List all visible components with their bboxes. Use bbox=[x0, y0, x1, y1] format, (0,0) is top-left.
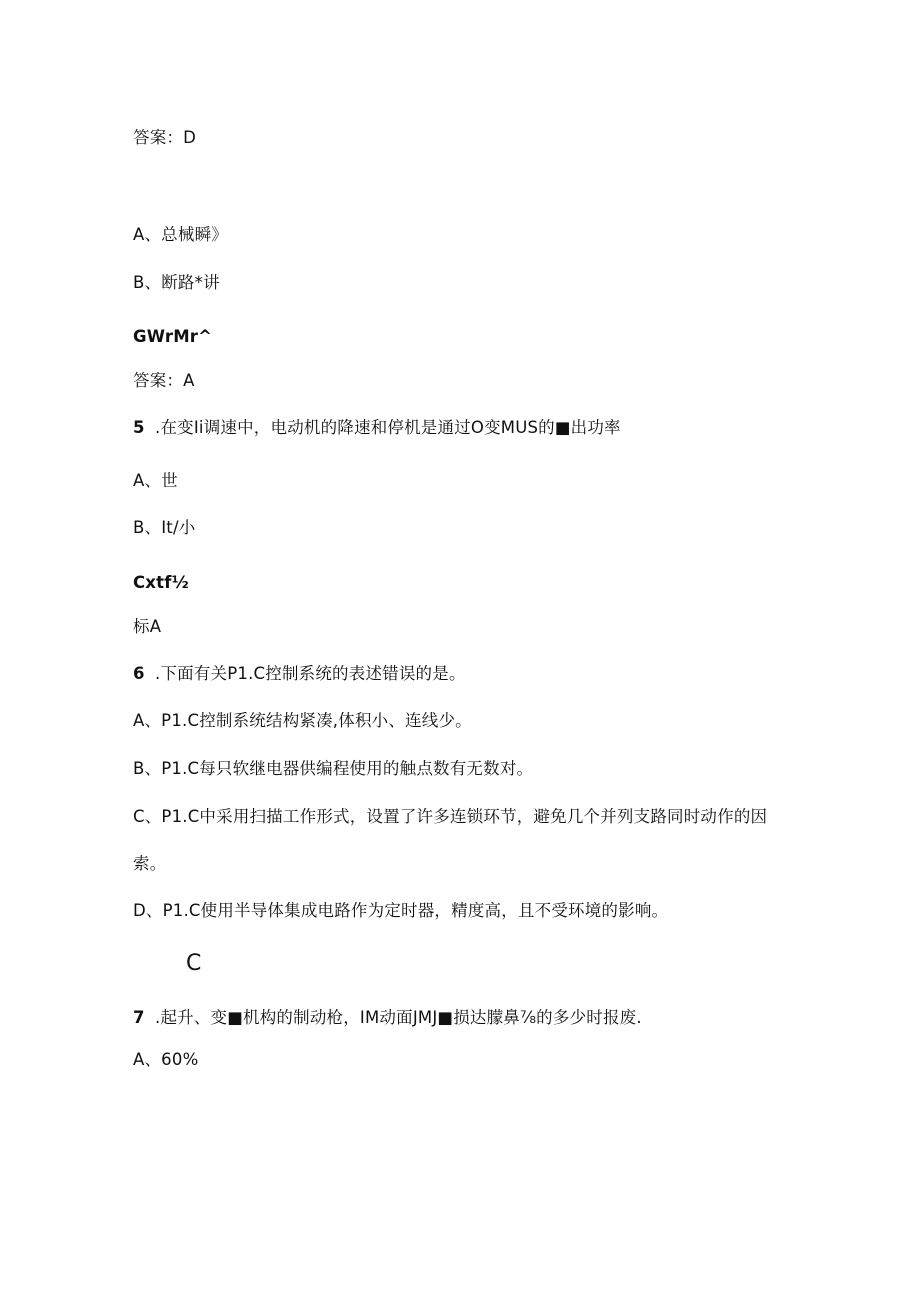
question-6-number: 6 bbox=[133, 664, 145, 683]
option-b-line-1: B、断路*讲 bbox=[133, 273, 220, 292]
option-c-line-1: GWrMr^ bbox=[133, 327, 213, 346]
question-5 bbox=[133, 417, 621, 439]
question-6-option-c: C、P1.C中采用扫描工作形式，设置了许多连锁环节，避免几个并列支路同时动作的因 bbox=[133, 807, 768, 826]
question-6-option-c-continued: 索。 bbox=[133, 854, 167, 873]
question-7 bbox=[133, 1007, 642, 1029]
option-a-line-1: A、总械瞬》 bbox=[133, 225, 228, 244]
question-7-option-a: A、60% bbox=[133, 1050, 199, 1069]
answer-line-4: C bbox=[186, 951, 202, 976]
question-7-text: .起升、变■机构的制动枪，IM动面JMJ■损达朦鼻⅞的多少时报废. bbox=[155, 1008, 642, 1027]
question-5-number: 5 bbox=[133, 418, 145, 437]
answer-line-1: 答案：D bbox=[133, 128, 197, 147]
question-6-option-d: D、P1.C使用半导体集成电路作为定时器，精度高，且不受环境的影响。 bbox=[133, 901, 669, 920]
question-5-text: .在变Ii调速中，电动机的降速和停机是通过O变MUS的■出功率 bbox=[155, 418, 621, 437]
question-6-text: .下面有关P1.C控制系统的表述错误的是。 bbox=[155, 664, 466, 683]
option-b-line-2: B、It/小 bbox=[133, 518, 196, 537]
question-6-option-b: B、P1.C每只软继电器供编程使用的触点数有无数对。 bbox=[133, 759, 534, 778]
question-7-number: 7 bbox=[133, 1008, 145, 1027]
option-c-line-2: Cxtf½ bbox=[133, 573, 189, 592]
question-6-option-a: A、P1.C控制系统结构紧凑,体积小、连线少。 bbox=[133, 711, 472, 730]
answer-line-3: 标A bbox=[133, 617, 162, 636]
answer-line-2: 答案：A bbox=[133, 371, 195, 390]
option-a-line-2: A、世 bbox=[133, 471, 178, 490]
question-6 bbox=[133, 663, 466, 685]
